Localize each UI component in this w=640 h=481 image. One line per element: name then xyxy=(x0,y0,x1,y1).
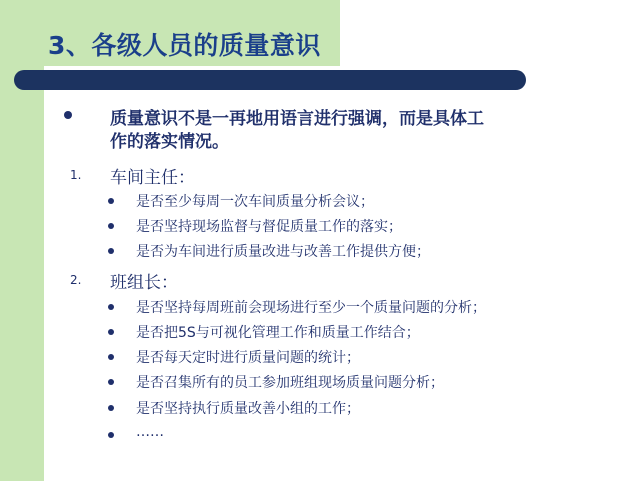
sub-bullet-dot xyxy=(108,329,114,335)
section-1-number: 1. xyxy=(70,168,82,182)
section-1-item: 是否坚持现场监督与督促质量工作的落实； xyxy=(136,219,402,235)
bullet-dot xyxy=(64,111,72,119)
section-2-item: 是否每天定时进行质量问题的统计； xyxy=(136,350,360,366)
section-2-item: 是否坚持执行质量改善小组的工作； xyxy=(136,401,360,417)
section-1-item: 是否为车间进行质量改进与改善工作提供方便； xyxy=(136,244,430,260)
intro-text-line-2: 作的落实情况。 xyxy=(110,132,229,152)
section-1-item: 是否至少每周一次车间质量分析会议； xyxy=(136,194,374,210)
sub-bullet-dot xyxy=(108,198,114,204)
section-2-item: 是否坚持每周班前会现场进行至少一个质量问题的分析； xyxy=(136,300,486,316)
sub-bullet-dot xyxy=(108,405,114,411)
slide-title: 3、各级人员的质量意识 xyxy=(48,31,321,60)
section-2-item: 是否召集所有的员工参加班组现场质量问题分析； xyxy=(136,375,444,391)
sub-bullet-dot xyxy=(108,248,114,254)
intro-text-line-1: 质量意识不是一再地用语言进行强调，而是具体工 xyxy=(110,109,484,129)
section-2-number: 2. xyxy=(70,273,82,287)
sub-bullet-dot xyxy=(108,379,114,385)
section-2-heading: 班组长： xyxy=(110,273,178,293)
section-2-item-ellipsis: …… xyxy=(136,424,164,440)
sub-bullet-dot xyxy=(108,304,114,310)
sub-bullet-dot xyxy=(108,354,114,360)
sub-bullet-dot xyxy=(108,223,114,229)
section-2-item: 是否把5S与可视化管理工作和质量工作结合； xyxy=(136,325,420,341)
sub-bullet-dot xyxy=(108,432,114,438)
section-1-heading: 车间主任： xyxy=(110,168,195,188)
